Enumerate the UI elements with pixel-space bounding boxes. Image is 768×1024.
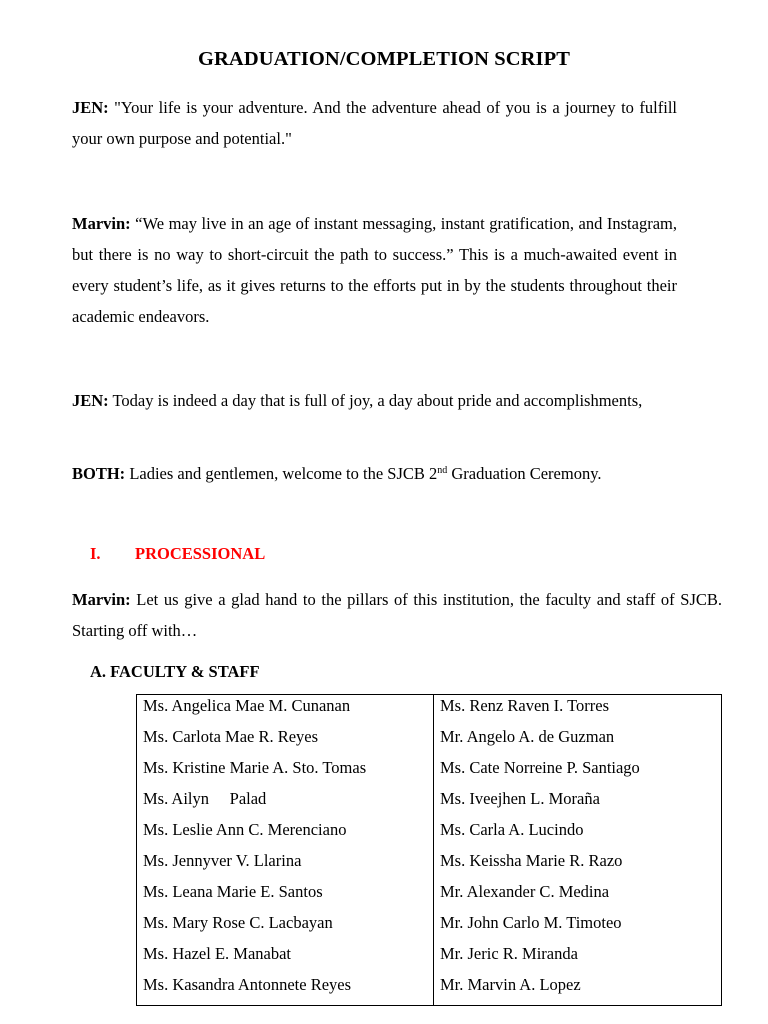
staff-name-cell: Ms. Leslie Ann C. Merenciano <box>137 819 434 850</box>
staff-name-cell: Ms. Jennyver V. Llarina <box>137 850 434 881</box>
staff-name-cell: Ms. Renz Raven I. Torres <box>434 695 722 727</box>
ordinal-suffix: nd <box>437 465 448 476</box>
faculty-staff-table <box>136 694 722 1006</box>
staff-name-cell: Ms. Hazel E. Manabat <box>137 943 434 974</box>
staff-name-cell: Mr. John Carlo M. Timoteo <box>434 912 722 943</box>
staff-name-cell: Mr. Marvin A. Lopez <box>434 974 722 1006</box>
staff-name-cell: Mr. Alexander C. Medina <box>434 881 722 912</box>
paragraph-text: Ladies and gentlemen, welcome to the SJCB 2 <box>125 464 438 483</box>
table-row <box>137 974 722 1006</box>
paragraph-text: “We may live in an age of instant messaging, instant gratification, and Instagram, but there is no way to short-circuit the path to success.” This is a much-awaited event in every student’s life, as it gives returns to the efforts put in by the students throughout their academic endeavors. <box>72 214 677 326</box>
staff-name-cell: Ms. Carlota Mae R. Reyes <box>137 726 434 757</box>
section-heading-processional <box>90 544 265 564</box>
paragraph-text: "Your life is your adventure. And the adventure ahead of you is a journey to fulfill your own purpose and potential." <box>72 98 677 148</box>
staff-name-cell: Ms. Carla A. Lucindo <box>434 819 722 850</box>
table-row <box>137 788 722 819</box>
paragraph-text: Today is indeed a day that is full of joy, a day about pride and accomplishments, <box>108 391 643 410</box>
section-label: PROCESSIONAL <box>135 544 266 563</box>
speaker-label: Marvin: <box>72 214 131 233</box>
table-row <box>137 695 722 727</box>
subheading-faculty-staff: A. FACULTY & STAFF <box>90 662 260 681</box>
staff-name-cell: Ms. Kasandra Antonnete Reyes <box>137 974 434 1006</box>
table-row <box>137 943 722 974</box>
paragraph-jen-joy <box>72 385 677 416</box>
staff-name-cell: Mr. Angelo A. de Guzman <box>434 726 722 757</box>
paragraph-text: Graduation Ceremony. <box>447 464 602 483</box>
section-number: I. <box>90 544 101 563</box>
speaker-label: JEN: <box>72 98 109 117</box>
table-row <box>137 726 722 757</box>
speaker-label: Marvin: <box>72 590 131 609</box>
staff-name-cell: Ms. Leana Marie E. Santos <box>137 881 434 912</box>
table-row <box>137 850 722 881</box>
paragraph-jen-intro <box>72 92 677 154</box>
table-row <box>137 881 722 912</box>
table-row <box>137 819 722 850</box>
paragraph-marvin-faculty <box>72 584 722 646</box>
staff-name-cell: Ms. Cate Norreine P. Santiago <box>434 757 722 788</box>
staff-name-cell: Ms. Keissha Marie R. Razo <box>434 850 722 881</box>
speaker-label: BOTH: <box>72 464 126 483</box>
document-title: GRADUATION/COMPLETION SCRIPT <box>197 48 571 70</box>
table-row <box>137 757 722 788</box>
paragraph-marvin-intro <box>72 208 677 332</box>
paragraph-text: Let us give a glad hand to the pillars of this institution, the faculty and staff of SJCB. Starting off with… <box>72 590 722 640</box>
staff-name-cell: Ms. Ailyn Palad <box>137 788 434 819</box>
staff-name-cell: Mr. Jeric R. Miranda <box>434 943 722 974</box>
staff-name-cell: Ms. Angelica Mae M. Cunanan <box>137 695 434 727</box>
staff-name-cell: Ms. Kristine Marie A. Sto. Tomas <box>137 757 434 788</box>
staff-name-cell: Ms. Iveejhen L. Moraña <box>434 788 722 819</box>
paragraph-both-welcome <box>72 458 722 489</box>
staff-name-cell: Ms. Mary Rose C. Lacbayan <box>137 912 434 943</box>
table-row <box>137 912 722 943</box>
speaker-label: JEN: <box>72 391 109 410</box>
